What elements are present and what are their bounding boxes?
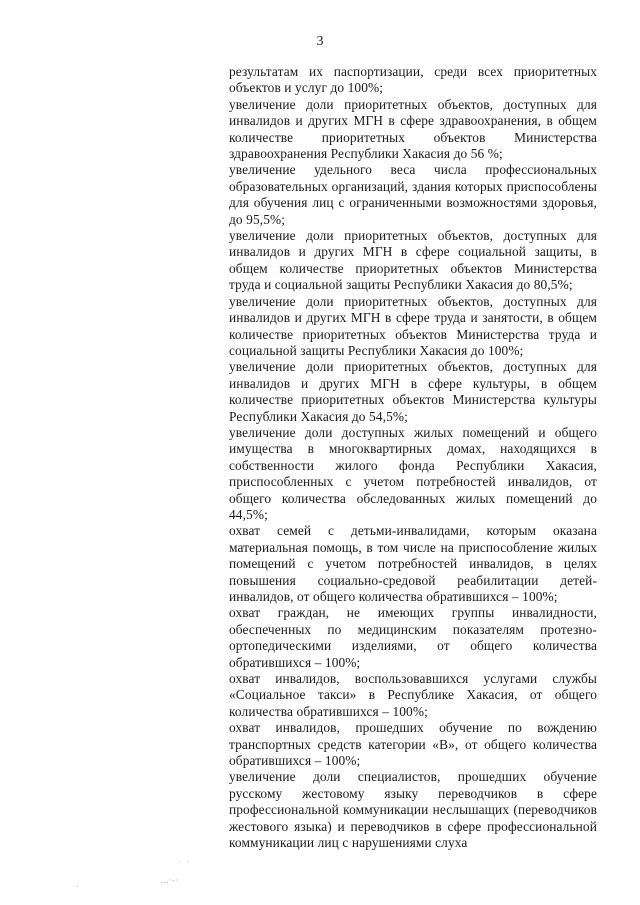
paragraph-9: охват граждан, не имеющих группы инвалидности, обеспеченных по медицинским показателям протезно-ортопедическими изделиями, от общего количества обратившихся – 100%; [229,605,597,670]
paragraph-6: увеличение доли приоритетных объектов, доступных для инвалидов и других МГН в сфере культуры, в общем количестве приоритетных объектов Министерства культуры Республики Хакасия до 54,5%; [229,359,597,424]
paragraph-11: охват инвалидов, прошедших обучение по вождению транспортных средств категории «В», от общего количества обратившихся – 100%; [229,720,597,769]
scan-artifact: · · [178,858,190,868]
paragraph-7: увеличение доли доступных жилых помещений и общего имущества в многоквартирных домах, находящихся в собственности жилого фонда Республики Хакасия, приспособленных с учетом потребностей инвалидов, от общего количества обследованных жилых помещений до 44,5%; [229,424,597,522]
paragraph-4: увеличение доли приоритетных объектов, доступных для инвалидов и других МГН в сфере социальной защиты, в общем количестве приоритетных объектов Министерства труда и социальной защиты Республики Хакасия до 80,5%; [229,228,597,293]
paragraph-3: увеличение удельного веса числа профессиональных образовательных организаций, здания которых приспособлены для обучения лиц с ограниченными возможностями здоровья, до 95,5%; [229,162,597,227]
paragraph-2: увеличение доли приоритетных объектов, доступных для инвалидов и других МГН в сфере здравоохранения, в общем количестве приоритетных объектов Министерства здравоохранения Республики Хакасия до 56 %; [229,96,597,162]
paragraph-1: результатам их паспортизации, среди всех приоритетных объектов и услуг до 100%; [229,64,597,96]
document-body [229,64,597,852]
paragraph-10: охват инвалидов, воспользовавшихся услугами службы «Социальное такси» в Республике Хакасия, от общего количества обратившихся – 100%; [229,671,597,719]
scan-artifact: . [76,880,79,890]
paragraph-5: увеличение доли приоритетных объектов, доступных для инвалидов и других МГН в сфере труда и занятости, в общем количестве приоритетных объектов Министерства труда и социальной защиты Республики Хакасия до 100%; [229,293,597,358]
scan-artifact: …·-· [160,876,178,886]
page-number: 3 [316,34,324,49]
paragraph-8: охват семей с детьми-инвалидами, которым оказана материальная помощь, в том числе на приспособление жилых помещений с учетом потребностей инвалидов, в целях повышения социально-средовой реабилитации детей-инвалидов, от общего количества обратившихся – 100%; [229,523,597,604]
paragraph-12: увеличение доли специалистов, прошедших обучение русскому жестовому языку переводчиков в сфере профессиональной коммуникации неслышащих (переводчиков жестового языка) и переводчиков в сфере профессиональной коммуникации лиц с нарушениями слуха [229,769,597,851]
